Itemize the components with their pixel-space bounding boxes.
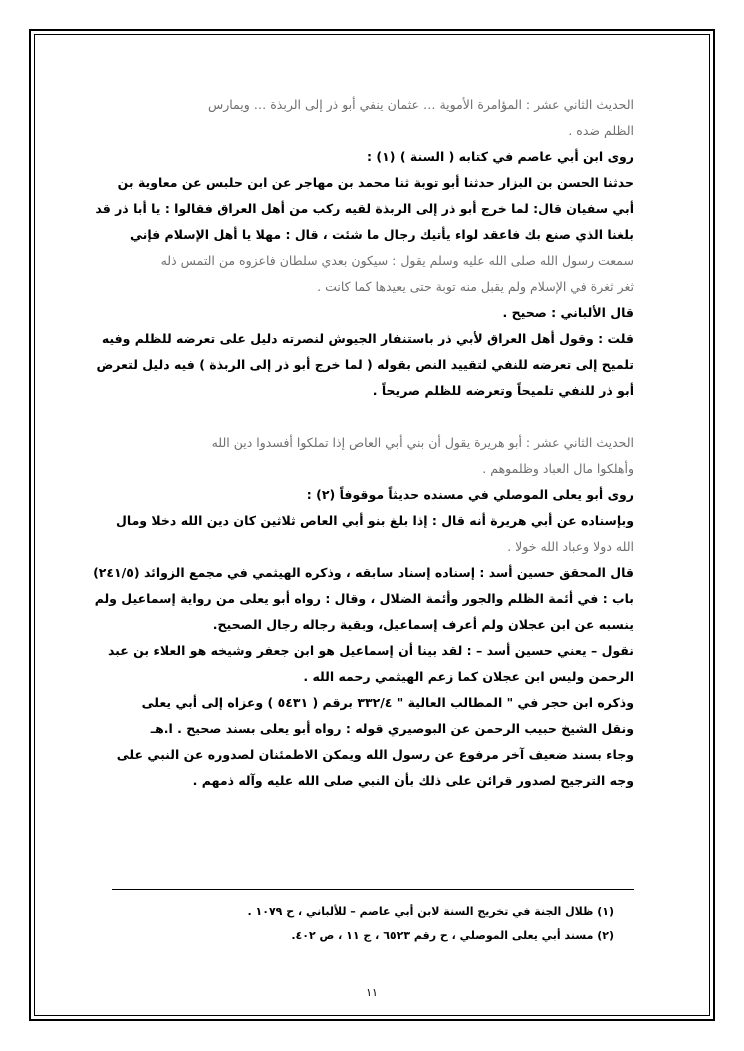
text-line: وأهلكوا مال العباد وظلموهم . xyxy=(482,461,634,476)
footnote-1: (١) ظلال الجنة في تخريج السنة لابن أبي عاصم – للألباني ، ح ١٠٧٩ . xyxy=(247,905,614,918)
text-line: ينسبه عن ابن عجلان ولم أعرف إسماعيل، وبقية رجاله رجال الصحيح. xyxy=(212,617,634,632)
paragraph xyxy=(120,248,634,300)
paragraph xyxy=(93,560,634,794)
paragraph xyxy=(116,482,634,534)
text-line: الحديث الثاني عشر : أبو هريرة يقول أن بني أبي العاص إذا تملكوا أفسدوا دين الله xyxy=(211,435,634,450)
text-line: باب : في أئمة الظلم والجور وأئمة الضلال ، وقال : رواه أبو يعلى من رواية إسماعيل ولم xyxy=(94,591,634,606)
text-line: الظلم ضده . xyxy=(568,123,634,138)
text-line: روى أبو يعلى الموصلي في مسنده حديثاً موقوفاً (٢) : xyxy=(306,487,634,502)
paragraph xyxy=(120,92,634,144)
text-line: قال الألباني : صحيح . xyxy=(502,305,634,320)
text-line: وبإسناده عن أبي هريرة أنه قال : إذا بلغ بنو أبي العاص ثلاثين كان دين الله دخلا ومال xyxy=(116,513,634,528)
text-line: تلميح إلى تعرضه للنفي لتقييد النص بقوله ( لما خرج أبو ذر إلى الربذة ) فيه دليل لتعرض xyxy=(96,357,634,372)
paragraph xyxy=(120,430,634,482)
text-line: أبي سفيان قال: لما خرج أبو ذر إلى الربذة لقيه ركب من أهل العراق فقالوا : يا أبا ذر قد xyxy=(95,201,634,216)
text-line: الحديث الثاني عشر : المؤامرة الأموية … عثمان ينفي أبو ذر إلى الربذة … ويمارس xyxy=(207,97,634,112)
text-line: ثغر ثغرة في الإسلام ولم يقبل منه توبة حتى يعيدها كما كانت . xyxy=(317,279,634,294)
paragraph xyxy=(120,534,634,560)
paragraph xyxy=(96,300,634,404)
text-line: ونقل الشيخ حبيب الرحمن عن البوصيري قوله : رواه أبو يعلى بسند صحيح . ا.هـ xyxy=(150,721,634,736)
text-line: الرحمن وليس ابن عجلان كما زعم الهيثمي رحمه الله . xyxy=(303,669,634,684)
footnote-separator xyxy=(112,889,634,890)
text-line: أبو ذر للنفي تلميحاً وتعرضه للظلم صريحاً . xyxy=(372,383,634,398)
text-line: وجه الترجيح لصدور قرائن على ذلك بأن النبي صلى الله عليه وآله ذمهم . xyxy=(192,773,634,788)
text-line: بلغنا الذي صنع بك فاعقد لواء يأتيك رجال ما شئت ، قال : مهلا يا أهل الإسلام فإني xyxy=(129,227,634,242)
page-body xyxy=(93,92,634,794)
paragraph-gap xyxy=(120,404,634,430)
text-line: حدثنا الحسن بن البزار حدثنا أبو توبة ثنا محمد بن مهاجر عن ابن حلبس عن معاوية بن xyxy=(117,175,634,190)
text-line: سمعت رسول الله صلى الله عليه وسلم يقول : سيكون بعدي سلطان فاعزوه من التمس ذله xyxy=(160,253,634,268)
text-line: الله دولا وعباد الله خولا . xyxy=(507,539,634,554)
page-number: ١١ xyxy=(366,986,378,999)
text-line: نقول – يعني حسين أسد – : لقد بينا أن إسماعيل هو ابن جعفر وشيخه هو العلاء بن عبد xyxy=(107,643,634,658)
text-line: وذكره ابن حجر في " المطالب العالية " ٣٣٢/٤ برقم ( ٥٤٣١ ) وعزاه إلى أبي يعلى xyxy=(141,695,634,710)
paragraph xyxy=(95,144,634,248)
text-line: قلت : وقول أهل العراق لأبي ذر باستنفار الجيوش لنصرته دليل على تعرضه للظلم وفيه xyxy=(101,331,634,346)
text-line: وجاء بسند ضعيف آخر مرفوع عن رسول الله ويمكن الاطمئنان لصدوره عن النبي على xyxy=(116,747,634,762)
footnotes xyxy=(120,900,614,948)
text-line: قال المحقق حسين أسد : إسناده إسناد سابقه ، وذكره الهيثمي في مجمع الزوائد (٢٤١/٥) xyxy=(93,565,634,580)
text-line: روى ابن أبي عاصم في كتابه ( السنة ) (١) : xyxy=(367,149,634,164)
footnote-2: (٢) مسند أبي يعلى الموصلي ، ح رقم ٦٥٢٣ ، ج ١١ ، ص ٤٠٢. xyxy=(291,929,614,942)
